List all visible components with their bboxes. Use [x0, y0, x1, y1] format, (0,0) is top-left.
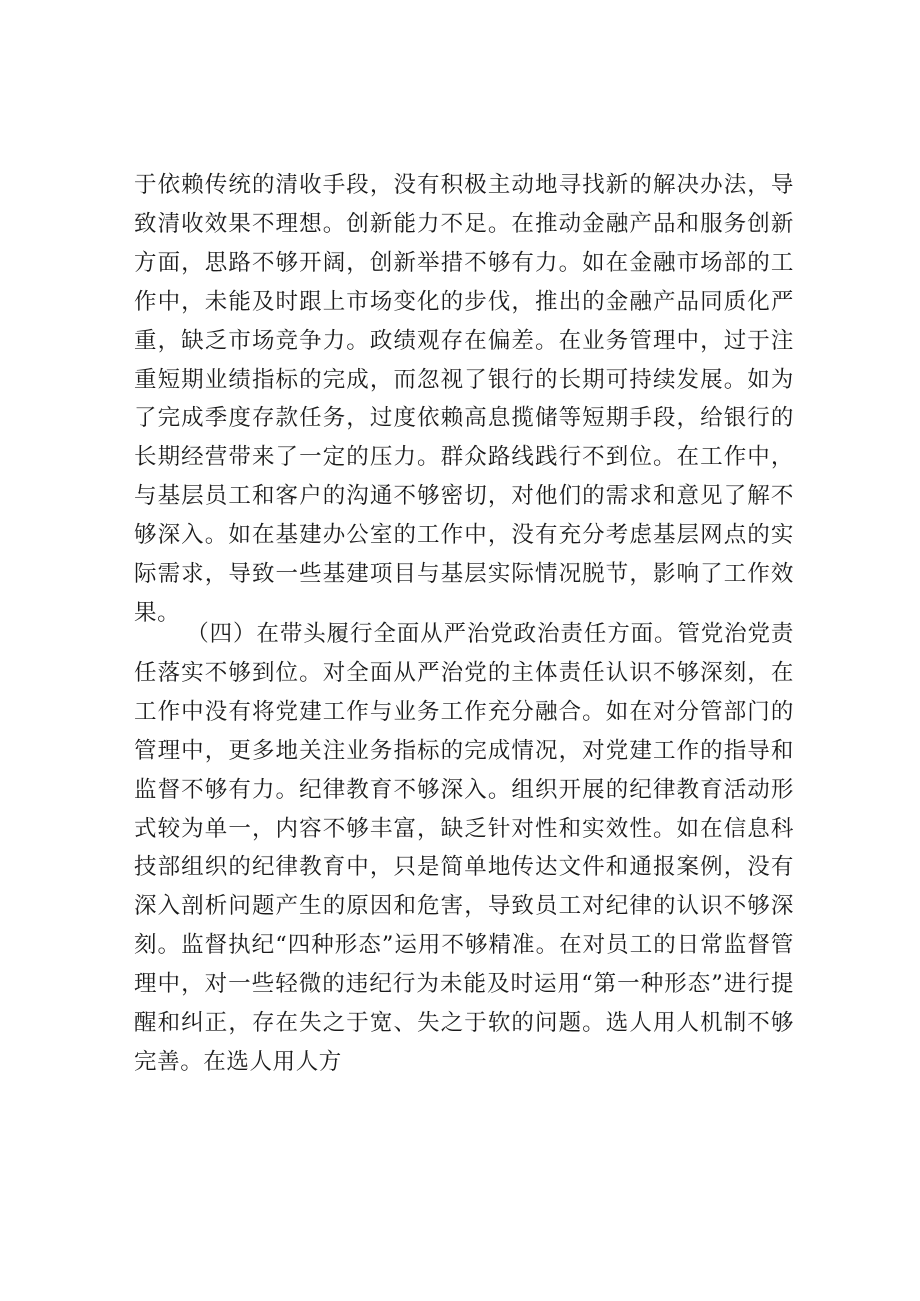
- section-four-text: （四）在带头履行全面从严治党政治责任方面。管党治党责任落实不够到位。对全面从严治党的主体责任认识不够深刻，在工作中没有将党建工作与业务工作充分融合。如在对分管部门的管理中，更多地关注业务指标的完成情况，对党建工作的指导和监督不够有力。纪律教育不够深入。组织开展的纪律教育活动形式较为单一，内容不够丰富，缺乏针对性和实效性。如在信息科技部组织的纪律教育中，只是简单地传达文件和通报案例，没有深入剖析问题产生的原因和危害，导致员工对纪律的认识不够深刻。监督执纪“四种形态”运用不够精准。在对员工的日常监督管理中，对一些轻微的违纪行为未能及时运用“第一种形态”进行提醒和纠正，存在失之于宽、失之于软的问题。选人用人机制不够完善。在选人用人方: [134, 621, 794, 1075]
- body-paragraph-continuation: 于依赖传统的清收手段，没有积极主动地寻找新的解决办法，导致清收效果不理想。创新能力不足。在推动金融产品和服务创新方面，思路不够开阔，创新举措不够有力。如在金融市场部的工作中，未能及时跟上市场变化的步伐，推出的金融产品同质化严重，缺乏市场竞争力。政绩观存在偏差。在业务管理中，过于注重短期业绩指标的完成，而忽视了银行的长期可持续发展。如为了完成季度存款任务，过度依赖高息揽储等短期手段，给银行的长期经营带来了一定的压力。群众路线践行不到位。在工作中，与基层员工和客户的沟通不够密切，对他们的需求和意见了解不够深入。如在基建办公室的工作中，没有充分考虑基层网点的实际需求，导致一些基建项目与基层实际情况脱节，影响了工作效果。: [134, 172, 794, 626]
- body-paragraph-section-four: [134, 615, 794, 1082]
